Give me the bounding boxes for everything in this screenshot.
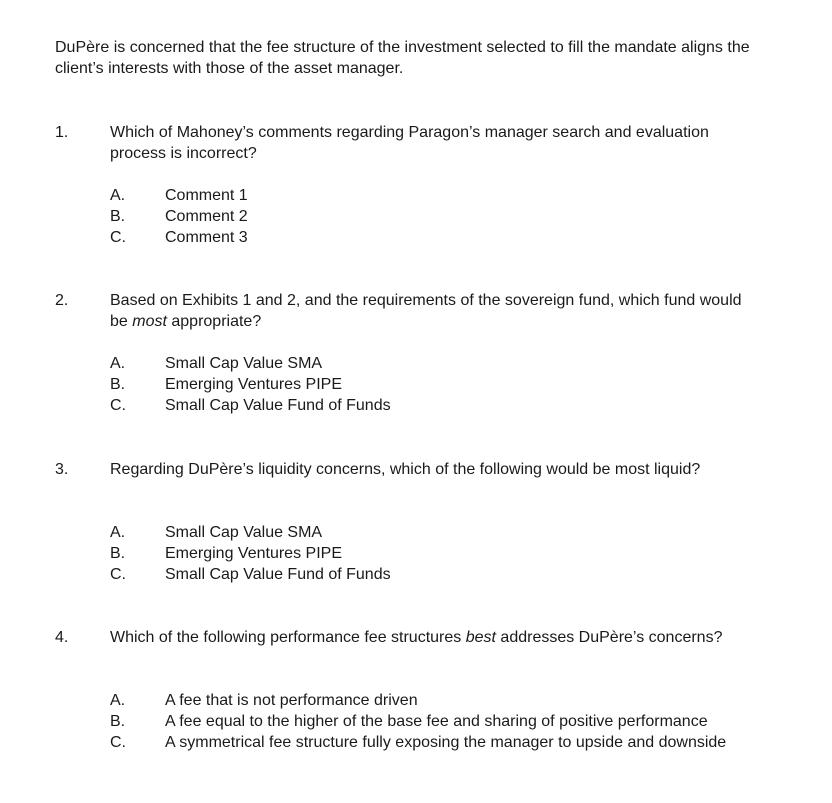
option-letter: C. — [110, 734, 126, 751]
stem-text: Based on Exhibits 1 and 2, and the requirements of the sovereign fund, which fund would be — [110, 292, 742, 330]
question-stem — [110, 290, 760, 332]
option-b — [110, 543, 760, 564]
stem-text-after: addresses DuPère’s concerns? — [495, 629, 723, 646]
stem-text-after: appropriate? — [166, 313, 262, 330]
option-a — [110, 185, 760, 206]
stem-text: Regarding DuPère’s liquidity concerns, which of the following would be most liquid? — [110, 461, 701, 478]
option-text: Comment 2 — [165, 208, 248, 225]
option-letter: C. — [110, 229, 126, 246]
question-number: 4. — [55, 629, 69, 646]
option-letter: C. — [110, 397, 126, 414]
option-text: Comment 1 — [165, 187, 248, 204]
answer-options — [110, 185, 760, 248]
intro-paragraph: DuPère is concerned that the fee structure of the investment selected to fill the mandate aligns the client’s interests with those of the asset manager. — [55, 39, 750, 77]
question-number: 3. — [55, 461, 69, 478]
option-c — [110, 395, 760, 416]
option-text: Small Cap Value SMA — [165, 524, 323, 541]
question-number: 2. — [55, 292, 69, 309]
stem-emphasis: most — [132, 313, 167, 330]
option-b — [110, 711, 760, 732]
option-text: Small Cap Value SMA — [165, 355, 323, 372]
option-text: Small Cap Value Fund of Funds — [165, 397, 391, 414]
question-stem — [110, 627, 760, 648]
option-letter: B. — [110, 208, 126, 225]
option-letter: A. — [110, 524, 126, 541]
question-stem — [110, 459, 760, 480]
option-c — [110, 227, 760, 248]
answer-options — [110, 522, 760, 585]
option-b — [110, 374, 760, 395]
option-text: Emerging Ventures PIPE — [165, 545, 342, 562]
option-text: A fee that is not performance driven — [165, 692, 418, 709]
option-b — [110, 206, 760, 227]
option-text: A symmetrical fee structure fully exposing the manager to upside and downside — [165, 734, 727, 751]
option-text: Emerging Ventures PIPE — [165, 376, 342, 393]
option-letter: C. — [110, 566, 126, 583]
option-text: Small Cap Value Fund of Funds — [165, 566, 391, 583]
option-a — [110, 522, 760, 543]
option-c — [110, 732, 760, 753]
option-letter: B. — [110, 545, 126, 562]
answer-options — [110, 353, 760, 416]
option-a — [110, 690, 760, 711]
question-stem — [110, 122, 760, 164]
stem-text: Which of Mahoney’s comments regarding Paragon’s manager search and evaluation process is incorrect? — [110, 124, 709, 162]
option-letter: A. — [110, 187, 126, 204]
option-c — [110, 564, 760, 585]
option-a — [110, 353, 760, 374]
option-letter: A. — [110, 692, 126, 709]
stem-text: Which of the following performance fee structures — [110, 629, 466, 646]
answer-options — [110, 690, 760, 753]
question-number: 1. — [55, 124, 69, 141]
option-text: Comment 3 — [165, 229, 248, 246]
option-text: A fee equal to the higher of the base fee and sharing of positive performance — [165, 713, 708, 730]
option-letter: B. — [110, 713, 126, 730]
option-letter: A. — [110, 355, 126, 372]
stem-emphasis: best — [465, 629, 496, 646]
option-letter: B. — [110, 376, 126, 393]
